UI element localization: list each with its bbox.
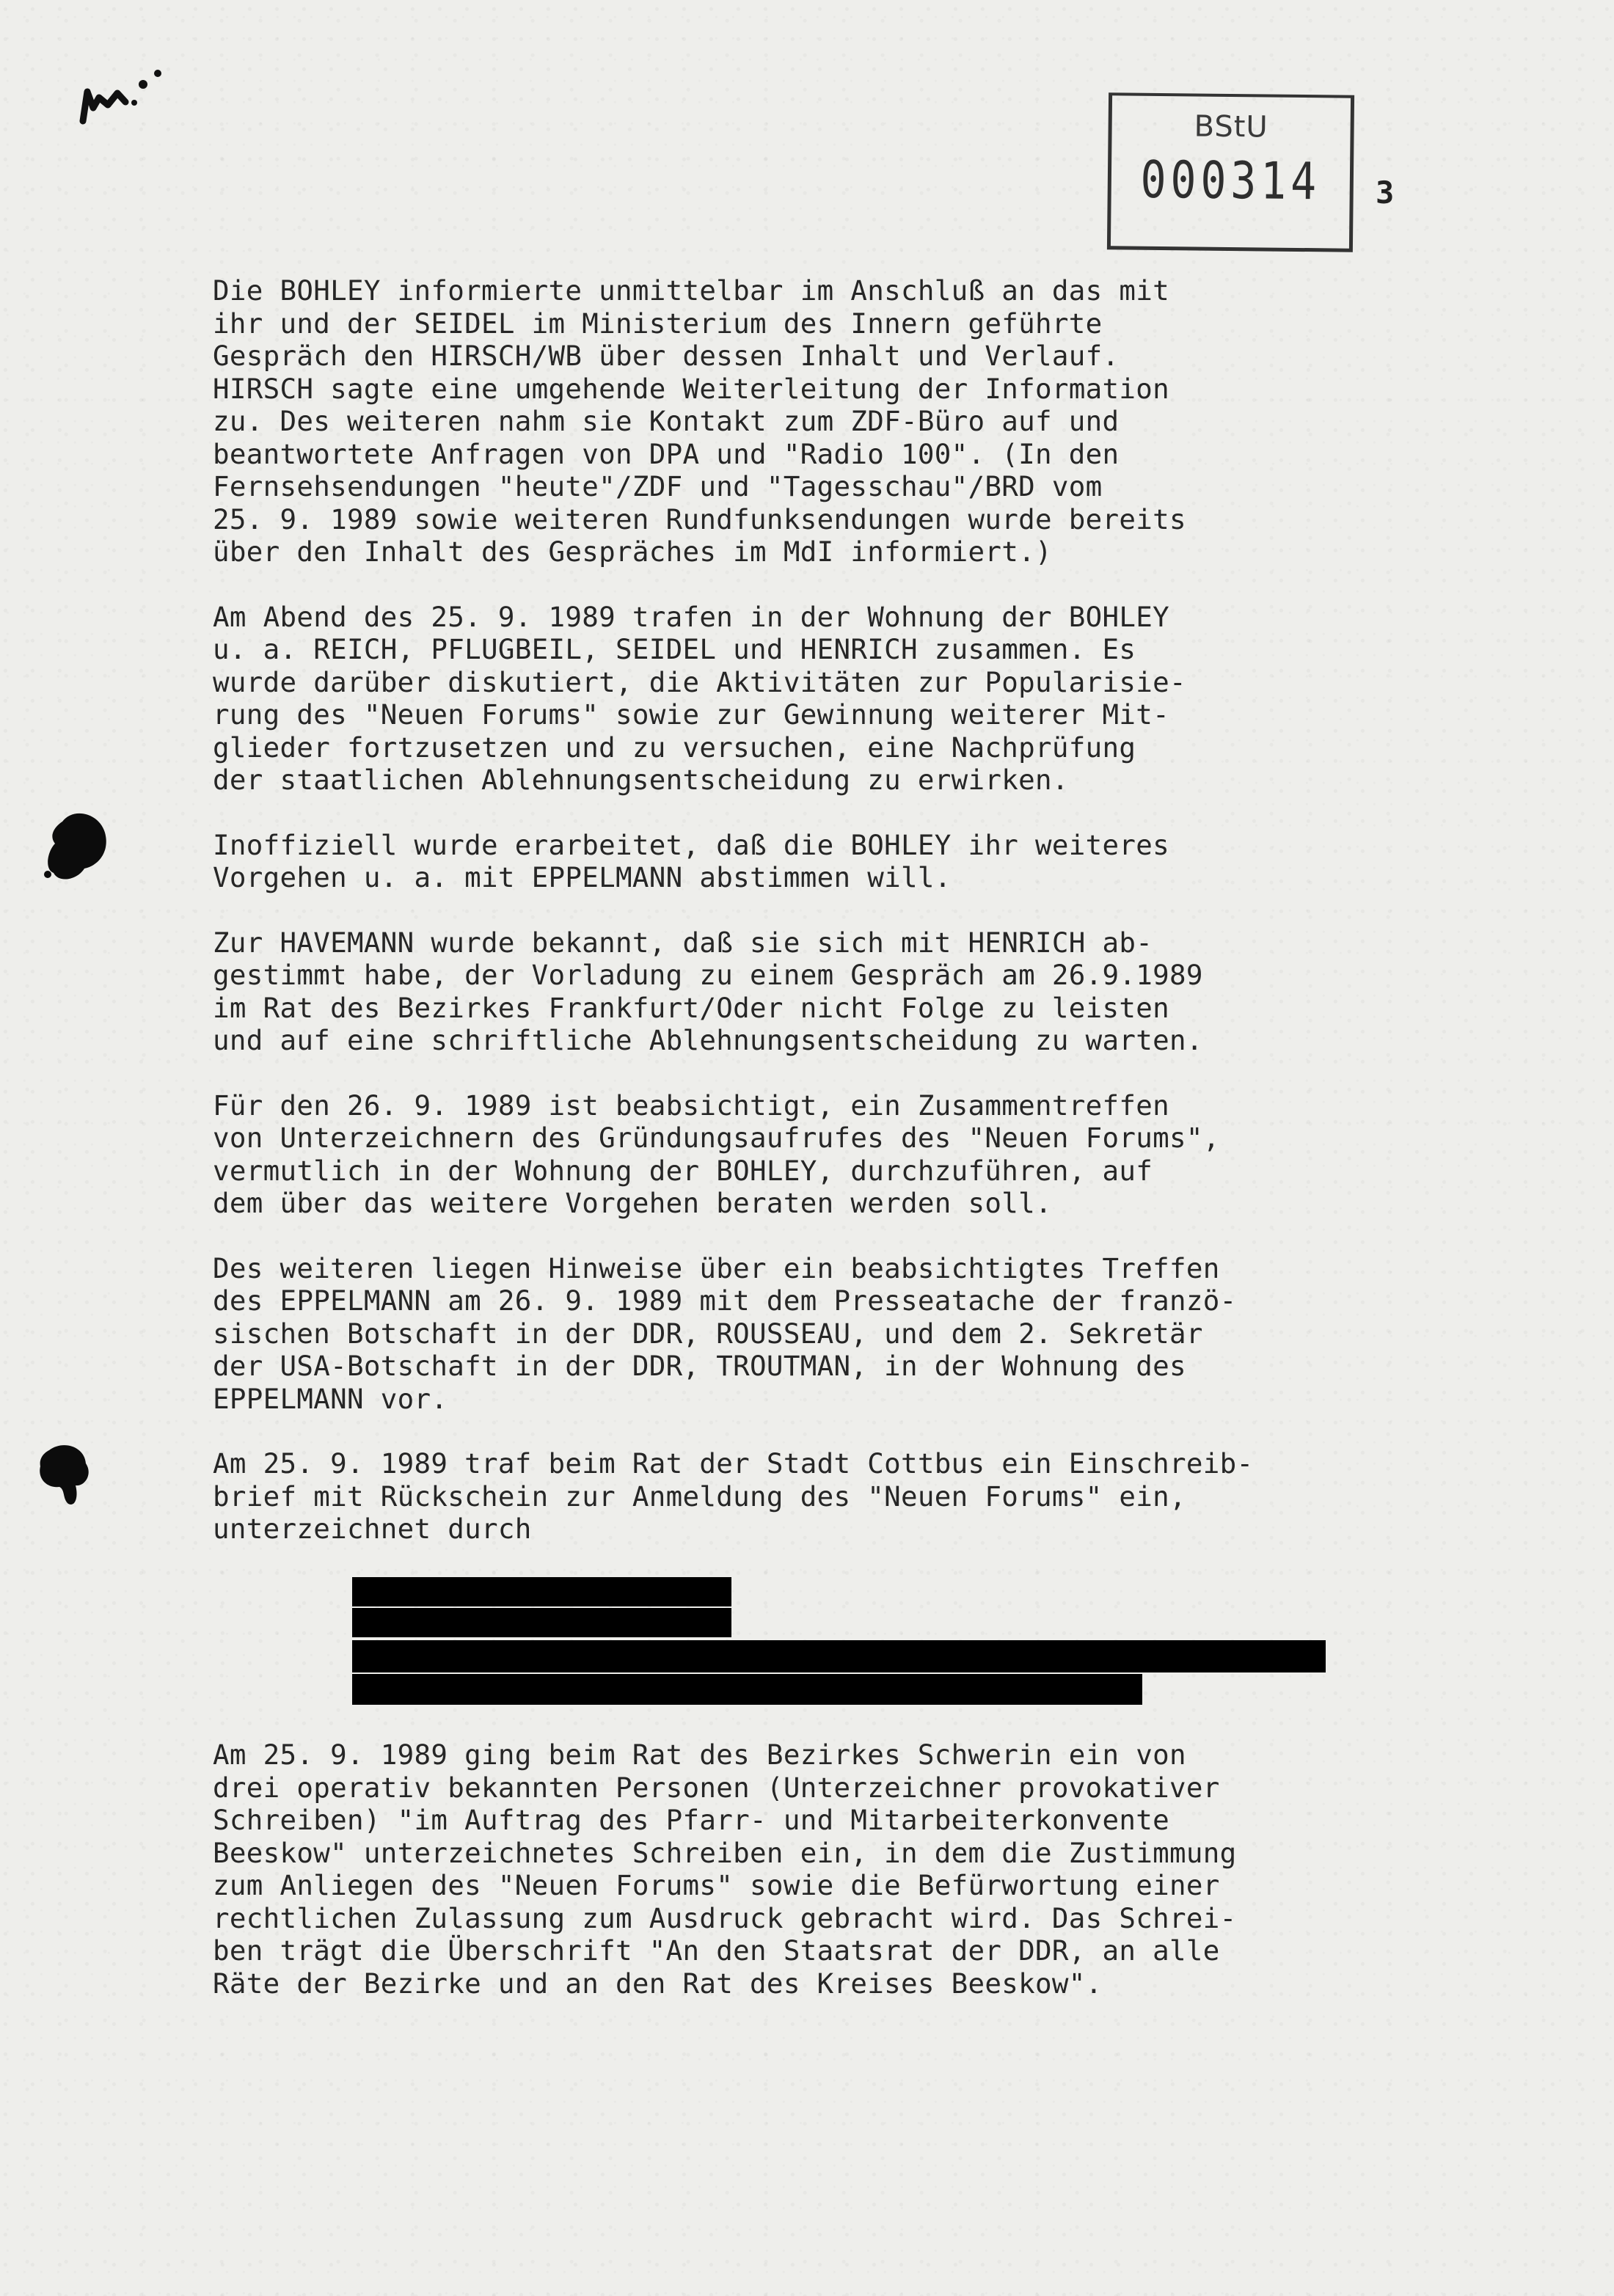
redaction-bar	[352, 1608, 731, 1637]
paragraph: Am 25. 9. 1989 traf beim Rat der Stadt Cottbus ein Einschreib- brief mit Rückschein zur Anmeldung des "Neuen Forums" ein, unterzeichnet durch	[213, 1447, 1254, 1545]
paragraph: Die BOHLEY informierte unmittelbar im Anschluß an das mit ihr und der SEIDEL im Ministerium des Innern geführte Gespräch den HIRSCH/WB über dessen Inhalt und Verlauf. HIRSCH sagte eine umgehende Weiterleitung der Information zu. Des weiteren nahm sie Kontakt zum ZDF-Büro auf und beantwortete Anfragen von DPA und "Radio 100". (In den Fernsehsendungen "heute"/ZDF und "Tagesschau"/BRD vom 25. 9. 1989 sowie weiteren Rundfunksendungen wurde bereits über den Inhalt des Gespräches im MdI informiert.)	[213, 274, 1186, 568]
ink-blot	[33, 1441, 99, 1511]
paragraph: Des weiteren liegen Hinweise über ein beabsichtigtes Treffen des EPPELMANN am 26. 9. 1989 mit dem Presseatache der franzö- sischen Botschaft in der DDR, ROUSSEAU, und dem 2. Sekretär der USA-Botschaft in der DDR, TROUTMAN, in der Wohnung des EPPELMANN vor.	[213, 1251, 1237, 1415]
handwritten-mark	[77, 62, 172, 132]
redaction-bar	[352, 1640, 1326, 1672]
paragraph: Am Abend des 25. 9. 1989 trafen in der Wohnung der BOHLEY u. a. REICH, PFLUGBEIL, SEIDEL und HENRICH zusammen. Es wurde darüber diskutiert, die Aktivitäten zur Popularisie- rung des "Neuen Forums" sowie zur Gewinnung weiterer Mit- glieder fortzusetzen und zu versuchen, eine Nachprüfung der staatlichen Ablehnungsentscheidung zu erwirken.	[213, 600, 1186, 796]
stamp-organization: BStU	[1194, 109, 1268, 145]
redaction-bar	[352, 1674, 1142, 1705]
paragraph: Inoffiziell wurde erarbeitet, daß die BOHLEY ihr weiteres Vorgehen u. a. mit EPPELMANN abstimmen will.	[213, 828, 1169, 893]
ink-blot	[40, 807, 114, 888]
stamp-number: 000314	[1140, 149, 1321, 212]
redaction-block	[352, 1577, 1335, 1709]
paragraph: Zur HAVEMANN wurde bekannt, daß sie sich mit HENRICH ab- gestimmt habe, der Vorladung zu einem Gespräch am 26.9.1989 im Rat des Bezirkes Frankfurt/Oder nicht Folge zu leisten und auf eine schriftliche Ablehnungsentscheidung zu warten.	[213, 926, 1203, 1056]
paragraph: Für den 26. 9. 1989 ist beabsichtigt, ein Zusammentreffen von Unterzeichnern des Gründungsaufrufes des "Neuen Forums", vermutlich in der Wohnung der BOHLEY, durchzuführen, auf dem über das weitere Vorgehen beraten werden soll.	[213, 1089, 1220, 1219]
document-body	[213, 274, 1497, 1578]
document-body-final	[213, 1739, 1497, 2032]
redaction-bar	[352, 1577, 731, 1606]
archive-stamp	[1107, 92, 1354, 252]
paragraph: Am 25. 9. 1989 ging beim Rat des Bezirkes Schwerin ein von drei operativ bekannten Personen (Unterzeichner provokativer Schreiben) "im Auftrag des Pfarr- und Mitarbeiterkonvente Beeskow" unterzeichnetes Schreiben ein, in dem die Zustimmung zum Anliegen des "Neuen Forums" sowie die Befürwortung einer rechtlichen Zulassung zum Ausdruck gebracht wird. Das Schrei- ben trägt die Überschrift "An den Staatsrat der DDR, an alle Räte der Bezirke und an den Rat des Kreises Beeskow".	[213, 1739, 1237, 2000]
page-number: 3	[1376, 175, 1395, 211]
